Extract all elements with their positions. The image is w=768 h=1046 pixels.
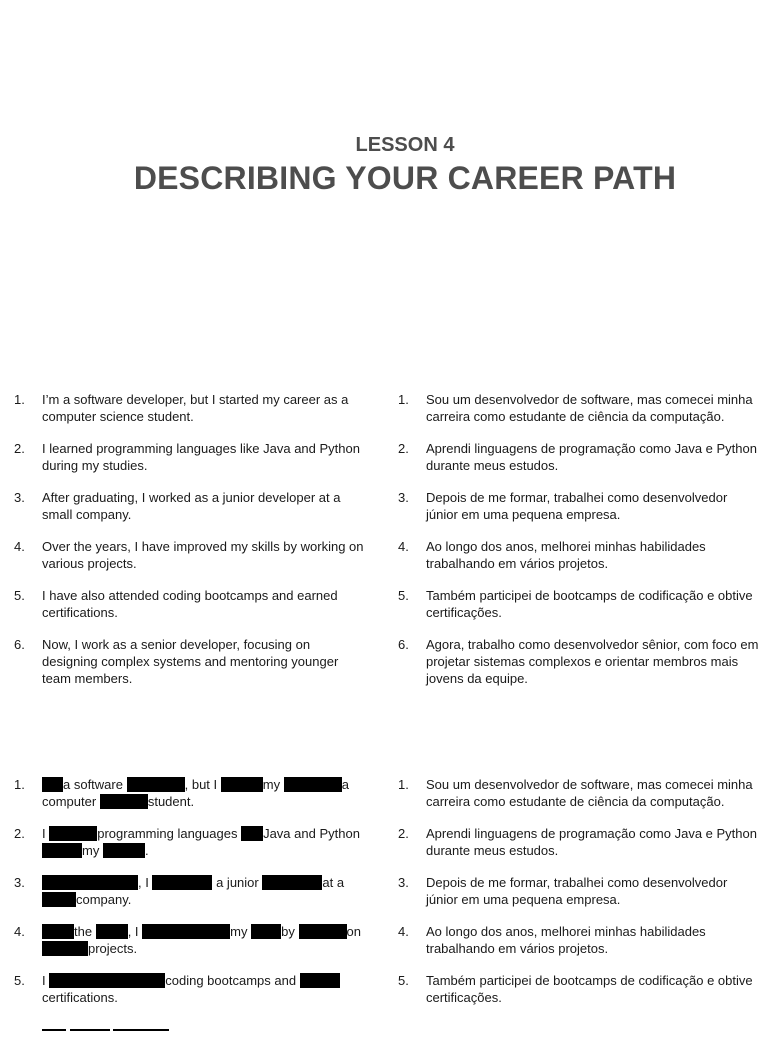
redaction-block <box>142 924 230 939</box>
list-item-partial <box>14 1021 364 1031</box>
redaction-block <box>42 924 74 939</box>
list-item: 1. Sou um desenvolvedor de software, mas comecei minha carreira como estudante de ciência da computação. <box>398 777 753 809</box>
list-item: 4. Ao longo dos anos, melhorei minhas habilidades trabalhando em vários projetos. <box>398 539 706 571</box>
list-item: 2. Aprendi linguagens de programação como Java e Python durante meus estudos. <box>398 441 757 473</box>
page-title: DESCRIBING YOUR CAREER PATH <box>133 160 677 196</box>
redaction-block <box>299 924 347 939</box>
list-item: 4. Over the years, I have improved my skills by working on various projects. <box>14 539 364 571</box>
list-item: 2. I learned programming languages like Java and Python during my studies. <box>14 441 360 473</box>
list-item: 5. Também participei de bootcamps de codificação e obtive certificações. <box>398 973 753 1005</box>
redaction-block <box>42 892 76 907</box>
redaction-block <box>42 843 82 858</box>
redaction-block <box>42 777 63 792</box>
list-item: 1. a software , but I my a computer student. <box>14 777 349 809</box>
redaction-block <box>113 1029 169 1031</box>
redaction-block <box>42 875 138 890</box>
list-item: 2. Aprendi linguagens de programação como Java e Python durante meus estudos. <box>398 826 757 858</box>
redaction-block <box>262 875 322 890</box>
list-item: 5. I have also attended coding bootcamps and earned certifications. <box>14 588 338 620</box>
list-item: 1. I’m a software developer, but I started my career as a computer science student. <box>14 392 349 424</box>
lesson-label: LESSON 4 <box>355 134 455 156</box>
list-item: 1. Sou um desenvolvedor de software, mas comecei minha carreira como estudante de ciência da computação. <box>398 392 753 424</box>
redaction-block <box>49 826 97 841</box>
list-item: 5. Também participei de bootcamps de codificação e obtive certificações. <box>398 588 753 620</box>
list-item: 3. After graduating, I worked as a junior developer at a small company. <box>14 490 341 522</box>
redaction-block <box>49 973 165 988</box>
redaction-block <box>300 973 340 988</box>
redaction-block <box>251 924 281 939</box>
english-sentences <box>14 391 364 702</box>
redaction-block <box>42 941 88 956</box>
redaction-block <box>241 826 263 841</box>
redaction-block <box>96 924 128 939</box>
redaction-block <box>284 777 342 792</box>
list-item: 6. Now, I work as a senior developer, focusing on designing complex systems and mentoring younger team members. <box>14 637 339 686</box>
list-item: 6. Agora, trabalho como desenvolvedor sênior, com foco em projetar sistemas complexos e orientar membros mais jovens da equipe. <box>398 637 759 686</box>
redaction-block <box>127 777 185 792</box>
redaction-block <box>42 1029 66 1031</box>
redaction-block <box>100 794 148 809</box>
portuguese-translations <box>398 391 760 702</box>
portuguese-translations-exercise <box>398 776 760 1021</box>
redaction-block <box>152 875 212 890</box>
list-item: 3. Depois de me formar, trabalhei como desenvolvedor júnior em uma pequena empresa. <box>398 490 728 522</box>
redaction-block <box>221 777 263 792</box>
list-item: 4. the , I my by on projects. <box>14 924 361 956</box>
list-item: 3. Depois de me formar, trabalhei como desenvolvedor júnior em uma pequena empresa. <box>398 875 728 907</box>
list-item: 3. , I a junior at a company. <box>14 875 345 907</box>
redaction-block <box>70 1029 110 1031</box>
list-item: 2. I programming languages Java and Python my . <box>14 826 360 858</box>
english-fill-in-exercise <box>14 776 364 1046</box>
redaction-block <box>103 843 145 858</box>
list-item: 4. Ao longo dos anos, melhorei minhas habilidades trabalhando em vários projetos. <box>398 924 706 956</box>
list-item: 5. I coding bootcamps and certifications. <box>14 972 364 1006</box>
